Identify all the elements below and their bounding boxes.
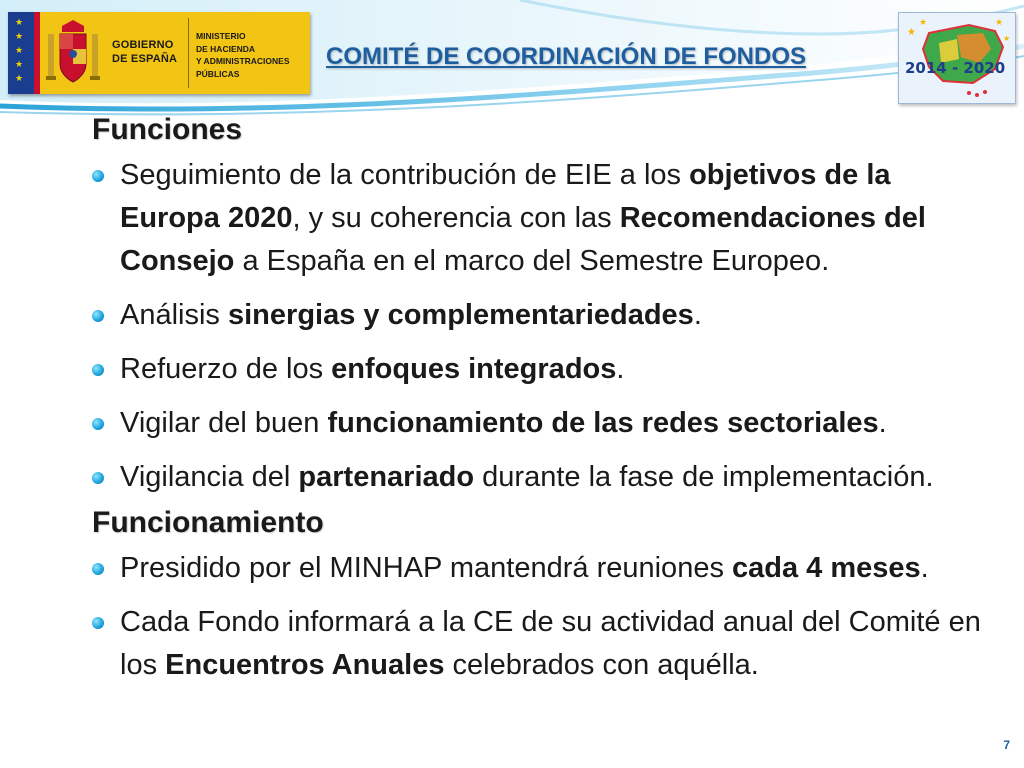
bullet-item: [92, 547, 992, 590]
bullet-icon: [92, 617, 104, 629]
ministry-line: Y ADMINISTRACIONES: [196, 56, 290, 66]
slide-content: [92, 112, 992, 687]
bullet-icon: [92, 418, 104, 430]
bullet-icon: [92, 472, 104, 484]
text-run: Vigilancia del: [120, 461, 299, 493]
bullet-icon: [92, 364, 104, 376]
star-icon: ★: [15, 17, 24, 27]
bullet-item: [92, 294, 992, 337]
text-run-bold: Recomendaciones del Consejo: [120, 202, 926, 277]
ministry-line: PÚBLICAS: [196, 68, 240, 79]
text-run-bold: objetivos de la Europa 2020: [120, 159, 891, 234]
eu-flag-strip: [8, 12, 34, 94]
bullet-item: [92, 601, 992, 687]
bullet-icon: [92, 170, 104, 182]
text-run: .: [878, 407, 887, 439]
text-run: Seguimiento de la contribución de EIE a los: [120, 159, 690, 191]
svg-text:★: ★: [1003, 34, 1011, 43]
red-stripe: [34, 12, 40, 94]
star-icon: ★: [15, 31, 24, 41]
text-run: a España en el marco del Semestre Europeo.: [234, 245, 830, 277]
bullet-item: [92, 348, 992, 391]
period-badge: [898, 12, 1016, 104]
badge-years: 2014 - 2020: [905, 59, 1006, 77]
government-line: DE ESPAÑA: [112, 53, 178, 65]
bullet-icon: [92, 563, 104, 575]
section-heading-funciones: Funciones: [92, 113, 243, 146]
bullet-icon: [92, 310, 104, 322]
text-run-bold: sinergias y complementariedades: [228, 299, 694, 331]
text-run-bold: partenariado: [298, 461, 475, 493]
text-run: Refuerzo de los: [120, 353, 332, 385]
text-run: , y su coherencia con las: [292, 202, 620, 234]
text-run-bold: Encuentros Anuales: [165, 649, 445, 681]
text-run: .: [616, 353, 625, 385]
page-number: 7: [1003, 738, 1010, 752]
svg-text:★: ★: [907, 27, 916, 38]
spain-map-icon: [899, 13, 1015, 103]
star-icon: ★: [15, 59, 24, 69]
text-run: Análisis: [120, 299, 228, 331]
government-line: GOBIERNO: [112, 39, 174, 51]
government-name: [112, 38, 184, 66]
text-run-bold: enfoques integrados: [331, 353, 617, 385]
text-run: .: [693, 299, 702, 331]
bullet-item: [92, 456, 992, 499]
section-heading-funcionamiento: Funcionamiento: [92, 506, 324, 539]
svg-text:★: ★: [919, 17, 928, 27]
text-run-bold: funcionamiento de las redes sectoriales: [327, 407, 879, 439]
text-run: Vigilar del buen: [120, 407, 328, 439]
star-icon: ★: [15, 73, 24, 83]
logo-divider: [188, 18, 189, 88]
text-run: durante la fase de implementación.: [474, 461, 934, 493]
bullet-item: [92, 402, 992, 445]
star-icon: ★: [15, 45, 24, 55]
svg-text:★: ★: [995, 17, 1004, 27]
bullet-list-funciones: [92, 154, 992, 499]
bullet-list-funcionamiento: [92, 547, 992, 687]
ministry-name: [196, 30, 308, 80]
government-logo: [8, 12, 310, 94]
bullet-item: [92, 154, 992, 283]
slide-title: COMITÉ DE COORDINACIÓN DE FONDOS: [326, 43, 807, 70]
text-run: .: [920, 552, 929, 584]
text-run: Presidido por el MINHAP mantendrá reuniones: [120, 552, 733, 584]
text-run: celebrados con aquélla.: [444, 649, 759, 681]
ministry-line: DE HACIENDA: [196, 43, 256, 54]
text-run-bold: cada 4 meses: [732, 552, 921, 584]
text-run: Cada Fondo informará a la CE de su actividad anual del Comité en los: [120, 606, 981, 681]
coat-of-arms-icon: [42, 20, 104, 88]
ministry-line: MINISTERIO: [196, 31, 246, 41]
